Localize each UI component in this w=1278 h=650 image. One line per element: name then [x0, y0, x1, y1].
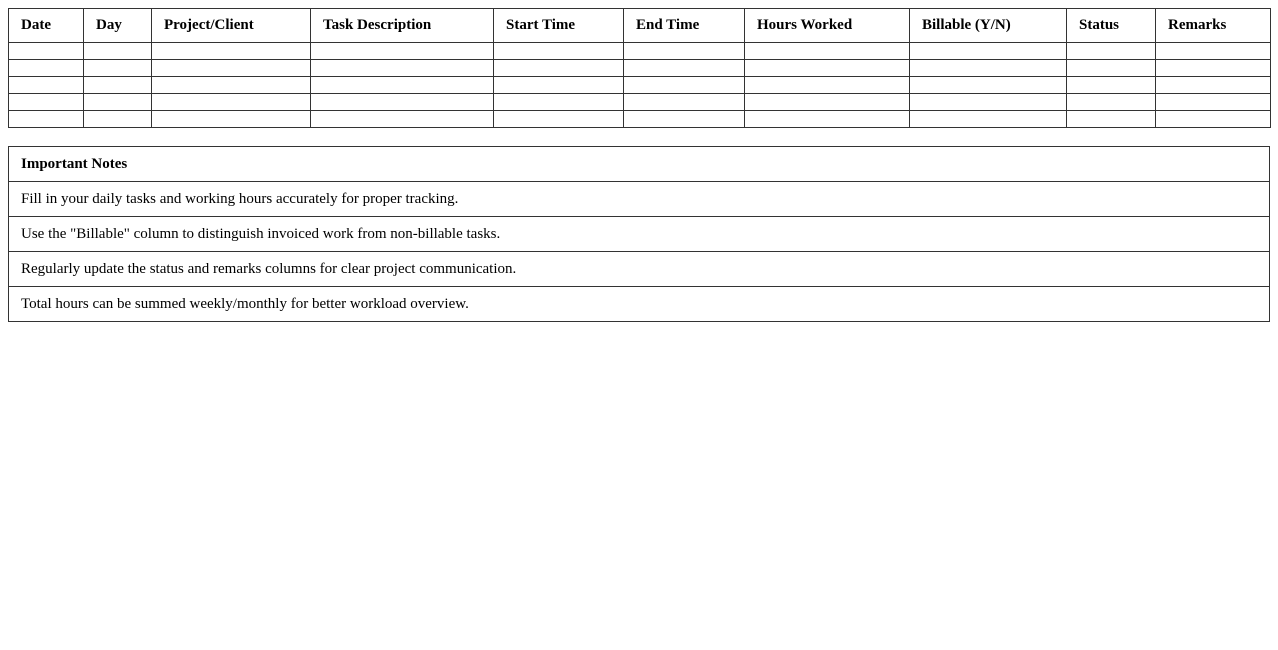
table-cell[interactable] — [9, 94, 84, 111]
table-cell[interactable] — [1156, 60, 1271, 77]
table-cell[interactable] — [1067, 94, 1156, 111]
table-cell[interactable] — [494, 60, 624, 77]
table-cell[interactable] — [152, 60, 311, 77]
table-cell[interactable] — [1156, 94, 1271, 111]
table-cell[interactable] — [494, 94, 624, 111]
table-cell[interactable] — [311, 111, 494, 128]
table-cell[interactable] — [910, 43, 1067, 60]
table-cell[interactable] — [494, 77, 624, 94]
notes-title-row — [9, 147, 1270, 182]
important-notes-table — [8, 146, 1270, 322]
table-cell[interactable] — [152, 94, 311, 111]
table-cell[interactable] — [1067, 60, 1156, 77]
table-cell[interactable] — [152, 111, 311, 128]
header-billable: Billable (Y/N) — [910, 9, 1067, 43]
notes-title: Important Notes — [9, 147, 1270, 182]
table-cell[interactable] — [84, 111, 152, 128]
note-row — [9, 217, 1270, 252]
table-cell[interactable] — [9, 43, 84, 60]
header-remarks: Remarks — [1156, 9, 1271, 43]
timesheet-table — [8, 8, 1271, 128]
table-cell[interactable] — [624, 60, 745, 77]
table-cell[interactable] — [1156, 43, 1271, 60]
table-cell[interactable] — [9, 111, 84, 128]
table-row — [9, 60, 1271, 77]
table-cell[interactable] — [624, 43, 745, 60]
header-end-time: End Time — [624, 9, 745, 43]
table-cell[interactable] — [745, 60, 910, 77]
note-row — [9, 182, 1270, 217]
table-cell[interactable] — [311, 43, 494, 60]
table-cell[interactable] — [1067, 43, 1156, 60]
table-cell[interactable] — [745, 43, 910, 60]
header-task-description: Task Description — [311, 9, 494, 43]
table-cell[interactable] — [910, 77, 1067, 94]
table-cell[interactable] — [152, 43, 311, 60]
table-cell[interactable] — [624, 77, 745, 94]
table-cell[interactable] — [910, 111, 1067, 128]
timesheet-body — [9, 43, 1271, 128]
table-row — [9, 77, 1271, 94]
note-item: Fill in your daily tasks and working hours accurately for proper tracking. — [9, 182, 1270, 217]
timesheet-header-row — [9, 9, 1271, 43]
header-date: Date — [9, 9, 84, 43]
table-row — [9, 111, 1271, 128]
table-cell[interactable] — [311, 60, 494, 77]
note-item: Total hours can be summed weekly/monthly for better workload overview. — [9, 287, 1270, 322]
table-cell[interactable] — [84, 60, 152, 77]
table-cell[interactable] — [1067, 77, 1156, 94]
header-day: Day — [84, 9, 152, 43]
table-cell[interactable] — [152, 77, 311, 94]
table-cell[interactable] — [1156, 77, 1271, 94]
table-cell[interactable] — [745, 111, 910, 128]
table-cell[interactable] — [9, 60, 84, 77]
table-row — [9, 94, 1271, 111]
header-status: Status — [1067, 9, 1156, 43]
table-cell[interactable] — [84, 94, 152, 111]
table-cell[interactable] — [624, 94, 745, 111]
table-cell[interactable] — [311, 77, 494, 94]
table-cell[interactable] — [624, 111, 745, 128]
table-cell[interactable] — [311, 94, 494, 111]
header-project-client: Project/Client — [152, 9, 311, 43]
table-cell[interactable] — [1067, 111, 1156, 128]
note-row — [9, 252, 1270, 287]
note-item: Use the "Billable" column to distinguish invoiced work from non-billable tasks. — [9, 217, 1270, 252]
header-start-time: Start Time — [494, 9, 624, 43]
table-cell[interactable] — [494, 111, 624, 128]
document-page — [8, 8, 1270, 322]
table-cell[interactable] — [745, 77, 910, 94]
table-cell[interactable] — [910, 60, 1067, 77]
table-cell[interactable] — [494, 43, 624, 60]
header-hours-worked: Hours Worked — [745, 9, 910, 43]
table-cell[interactable] — [745, 94, 910, 111]
note-row — [9, 287, 1270, 322]
table-cell[interactable] — [9, 77, 84, 94]
table-cell[interactable] — [910, 94, 1067, 111]
table-cell[interactable] — [84, 43, 152, 60]
table-cell[interactable] — [1156, 111, 1271, 128]
note-item: Regularly update the status and remarks columns for clear project communication. — [9, 252, 1270, 287]
table-cell[interactable] — [84, 77, 152, 94]
table-row — [9, 43, 1271, 60]
